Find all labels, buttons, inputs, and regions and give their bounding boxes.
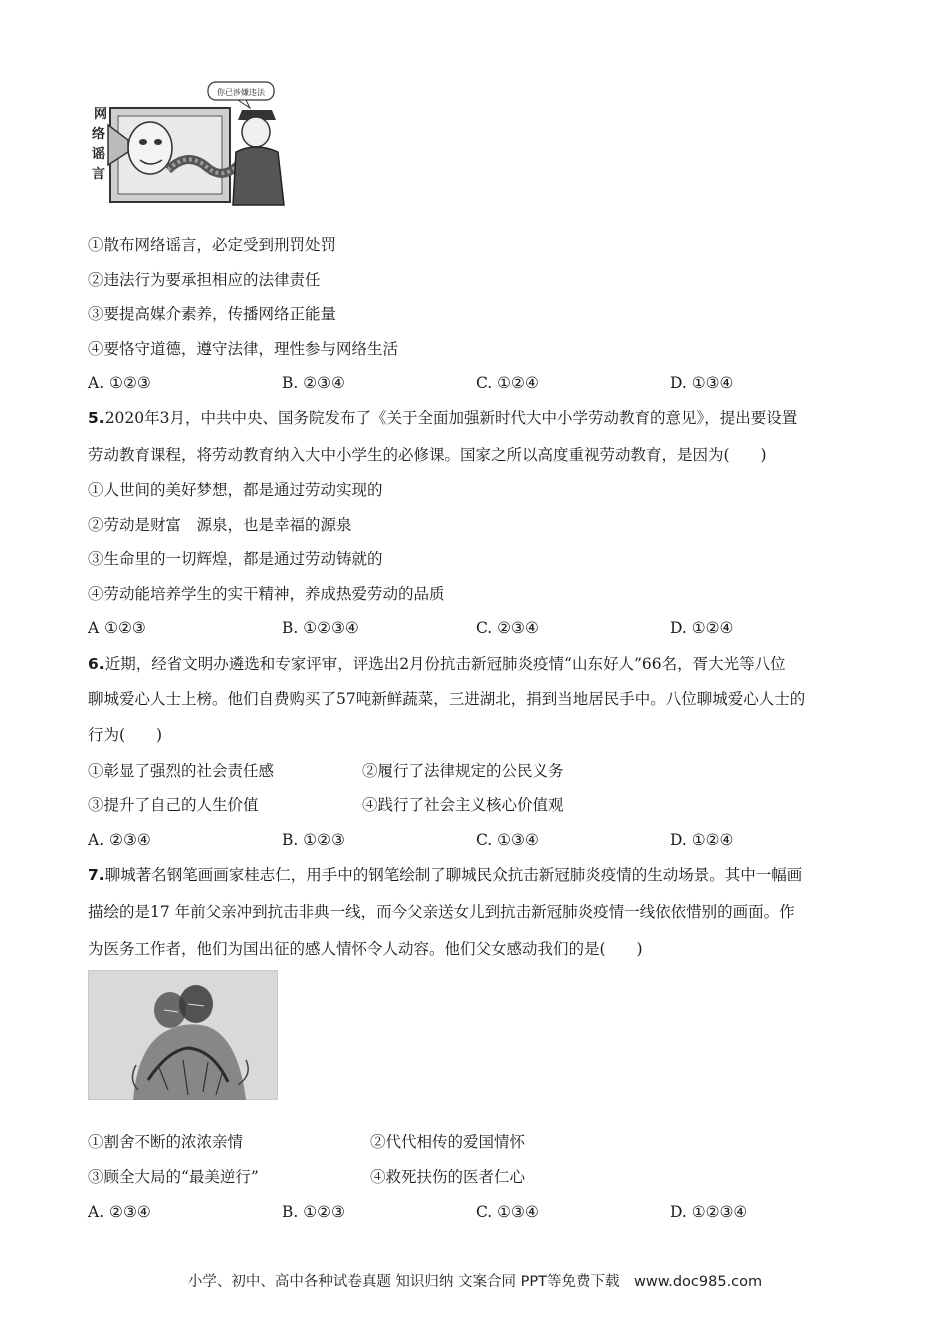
q5-option-d: D. ①②④ xyxy=(670,619,734,637)
q6-statement-1: ①彰显了强烈的社会责任感 xyxy=(88,762,275,780)
q7-statement-4: ④救死扶伤的医者仁心 xyxy=(370,1168,526,1186)
q5-option-b: B. ①②③④ xyxy=(282,619,359,637)
q4-option-b: B. ②③④ xyxy=(282,374,345,392)
q6-statement-3: ③提升了自己的人生价值 xyxy=(88,796,259,814)
side-char-1: 网 xyxy=(94,107,108,122)
q7-option-b: B. ①②③ xyxy=(282,1203,345,1221)
q7-stem-line-1: 7.聊城著名钢笔画画家桂志仁，用手中的钢笔绘制了聊城民众抗击新冠肺炎疫情的生动场景。其中一幅画 xyxy=(88,866,803,884)
cartoon-internet-rumor-figure xyxy=(88,80,293,215)
q5-option-a: A ①②③ xyxy=(88,619,146,637)
q6-option-d: D. ①②④ xyxy=(670,831,734,849)
q5-stem-line-2: 劳动教育课程，将劳动教育纳入大中小学生的必修课。国家之所以高度重视劳动教育，是因为( ) xyxy=(88,446,767,464)
q6-stem-line-2: 聊城爱心人士上榜。他们自费购买了57吨新鲜蔬菜，三进湖北，捐到当地居民手中。八位聊城爱心人士的 xyxy=(88,690,806,708)
q5-number: 5. xyxy=(88,409,105,427)
q5-statement-1: ①人世间的美好梦想，都是通过劳动实现的 xyxy=(88,481,383,499)
pen-drawing-father-daughter-figure xyxy=(88,970,278,1100)
q5-statement-4: ④劳动能培养学生的实干精神，养成热爱劳动的品质 xyxy=(88,585,445,603)
q4-option-a: A. ①②③ xyxy=(88,374,151,392)
q4-statement-1: ①散布网络谣言，必定受到刑罚处罚 xyxy=(88,236,337,254)
q4-option-d: D. ①③④ xyxy=(670,374,734,392)
q5-stem-line-1: 5.2020年3月，中共中央、国务院发布了《关于全面加强新时代大中小学劳动教育的意见》，提出要设置 xyxy=(88,409,798,427)
q7-statement-3: ③顾全大局的“最美逆行” xyxy=(88,1168,259,1186)
side-char-3: 谣 xyxy=(92,147,106,162)
q6-statement-4: ④践行了社会主义核心价值观 xyxy=(362,796,564,814)
q6-stem-line-3: 行为( ) xyxy=(88,726,163,744)
q5-statement-2: ②劳动是财富 源泉，也是幸福的源泉 xyxy=(88,516,352,534)
q7-statement-1: ①割舍不断的浓浓亲情 xyxy=(88,1133,244,1151)
q6-option-b: B. ①②③ xyxy=(282,831,345,849)
q5-option-c: C. ②③④ xyxy=(476,619,539,637)
q7-stem-line-2: 描绘的是17 年前父亲冲到抗击非典一线，而今父亲送女儿到抗击新冠肺炎疫情一线依依惜别的画面。作 xyxy=(88,903,795,921)
q4-statement-4: ④要恪守道德，遵守法律，理性参与网络生活 xyxy=(88,340,399,358)
q5-statement-3: ③生命里的一切辉煌，都是通过劳动铸就的 xyxy=(88,550,383,568)
side-char-2: 络 xyxy=(92,127,106,142)
q4-statement-2: ②违法行为要承担相应的法律责任 xyxy=(88,271,321,289)
q7-option-d: D. ①②③④ xyxy=(670,1203,748,1221)
q6-stem-line-1: 6.近期，经省文明办遴选和专家评审，评选出2月份抗击新冠肺炎疫情“山东好人”66名，胥大光等八位 xyxy=(88,655,786,673)
page-footer: 小学、初中、高中各种试卷真题 知识归纳 文案合同 PPT等免费下载 www.doc985.com xyxy=(187,1274,763,1290)
q6-option-c: C. ①③④ xyxy=(476,831,539,849)
q6-option-a: A. ②③④ xyxy=(88,831,151,849)
q4-option-c: C. ①②④ xyxy=(476,374,539,392)
q6-statement-2: ②履行了法律规定的公民义务 xyxy=(362,762,564,780)
q7-stem-line-3: 为医务工作者，他们为国出征的感人情怀令人动容。他们父女感动我们的是( ) xyxy=(88,940,643,958)
q7-option-a: A. ②③④ xyxy=(88,1203,151,1221)
q7-option-c: C. ①③④ xyxy=(476,1203,539,1221)
side-char-4: 言 xyxy=(92,167,106,182)
q6-number: 6. xyxy=(88,655,105,673)
q7-statement-2: ②代代相传的爱国情怀 xyxy=(370,1133,526,1151)
speech-bubble-text: 你已涉嫌违法 xyxy=(217,88,265,97)
q7-number: 7. xyxy=(88,866,105,884)
q4-statement-3: ③要提高媒介素养，传播网络正能量 xyxy=(88,305,337,323)
